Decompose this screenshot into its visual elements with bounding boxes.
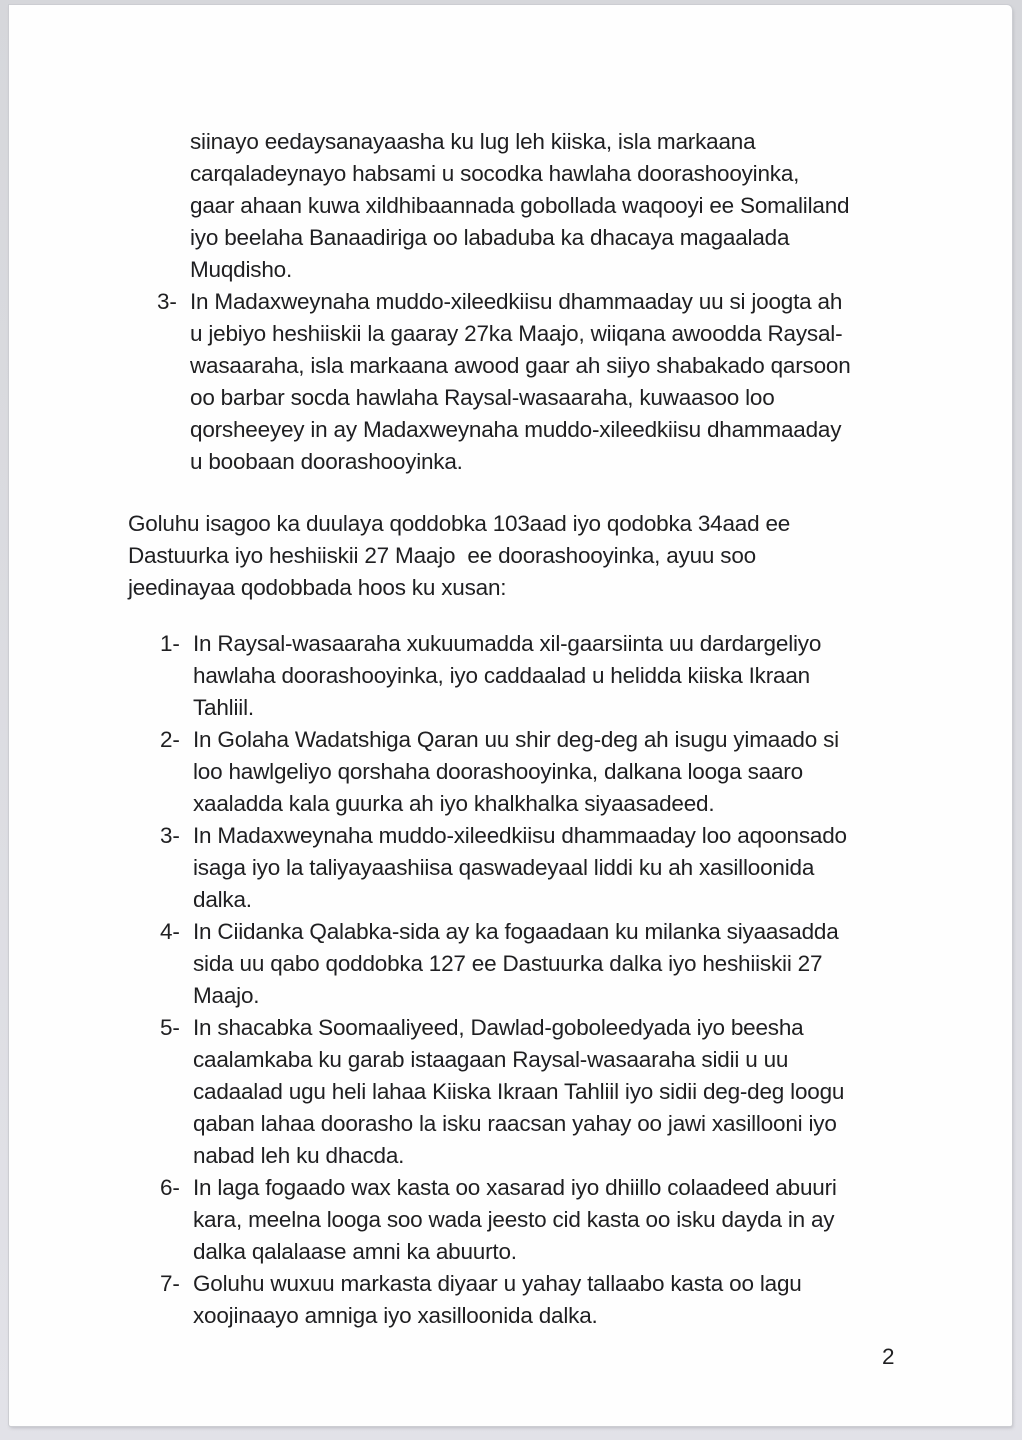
document-page xyxy=(9,5,1012,1426)
list-item xyxy=(160,1012,1012,1172)
list-item-text xyxy=(193,1012,844,1172)
list-item xyxy=(160,1172,1012,1268)
list-marker: 4- xyxy=(160,919,180,944)
text-line: jeedinayaa qodobbada hoos ku xusan: xyxy=(128,575,507,600)
text-line: In shacabka Soomaaliyeed, Dawlad-goboleedyada iyo beesha xyxy=(193,1015,804,1040)
list-item-text xyxy=(193,724,839,820)
list-marker: 3- xyxy=(157,289,177,314)
text-line: wasaaraha, isla markaana awood gaar ah siiyo shabakado qarsoon xyxy=(190,353,851,378)
text-line: Goluhu wuxuu markasta diyaar u yahay tallaabo kasta oo lagu xyxy=(193,1271,802,1296)
text-line: xaaladda kala guurka ah iyo khalkhalka siyaasadeed. xyxy=(193,791,715,816)
text-line: qorsheeyey in ay Madaxweynaha muddo-xileedkiisu dhammaaday xyxy=(190,417,842,442)
list-item xyxy=(160,628,1012,724)
text-line: In Raysal-wasaaraha xukuumadda xil-gaarsiinta uu dardargeliyo xyxy=(193,631,822,656)
text-line: sida uu qabo qoddobka 127 ee Dastuurka dalka iyo heshiiskii 27 xyxy=(193,951,823,976)
list-item xyxy=(160,820,1012,916)
list-marker: 6- xyxy=(160,1175,180,1200)
list-marker: 7- xyxy=(160,1271,180,1296)
text-line: hawlaha doorashooyinka, iyo caddaalad u helidda kiiska Ikraan xyxy=(193,663,810,688)
list-item-text xyxy=(190,286,851,478)
text-line: siinayo eedaysanayaasha ku lug leh kiiska, isla markaana xyxy=(190,129,756,154)
intro-paragraph xyxy=(128,508,1012,604)
text-line: gaar ahaan kuwa xildhibaannada gobollada waqooyi ee Somaliland xyxy=(190,193,850,218)
text-line: Tahliil. xyxy=(193,695,254,720)
text-line: nabad leh ku dhacda. xyxy=(193,1143,405,1168)
list-item-text xyxy=(193,1172,837,1268)
document-body xyxy=(9,5,1012,1426)
text-line: Goluhu isagoo ka duulaya qoddobka 103aad iyo qodobka 34aad ee xyxy=(128,511,791,536)
text-line: In Golaha Wadatshiga Qaran uu shir deg-deg ah isugu yimaado si xyxy=(193,727,839,752)
list-item-text xyxy=(193,1268,802,1332)
text-line: In laga fogaado wax kasta oo xasarad iyo dhiillo colaadeed abuuri xyxy=(193,1175,837,1200)
text-line: qaban lahaa doorasho la isku raacsan yahay oo jawi xasillooni iyo xyxy=(193,1111,837,1136)
text-line: u boobaan doorashooyinka. xyxy=(190,449,463,474)
text-line: Muqdisho. xyxy=(190,257,293,282)
list-marker: 1- xyxy=(160,631,180,656)
text-line: Dastuurka iyo heshiiskii 27 Maajo ee doorashooyinka, ayuu soo xyxy=(128,543,756,568)
text-line: carqaladeynayo habsami u socodka hawlaha doorashooyinka, xyxy=(190,161,800,186)
list-item xyxy=(160,916,1012,1012)
text-line: caalamkaba ku garab istaagaan Raysal-wasaaraha sidii u uu xyxy=(193,1047,789,1072)
list-item-text xyxy=(193,916,839,1012)
list-item xyxy=(160,1268,1012,1332)
text-line: kara, meelna looga soo wada jeesto cid kasta oo isku dayda in ay xyxy=(193,1207,835,1232)
continuation-paragraph xyxy=(190,126,1012,286)
text-line: iyo beelaha Banaadiriga oo labaduba ka dhacaya magaalada xyxy=(190,225,790,250)
text-line: In Ciidanka Qalabka-sida ay ka fogaadaan ku milanka siyaasadda xyxy=(193,919,839,944)
list-marker: 5- xyxy=(160,1015,180,1040)
text-line: isaga iyo la taliyayaashiisa qaswadeyaal liddi ku ah xasilloonida xyxy=(193,855,815,880)
list-marker: 2- xyxy=(160,727,180,752)
text-line: u jebiyo heshiiskii la gaaray 27ka Maajo, wiiqana awoodda Raysal- xyxy=(190,321,843,346)
text-line: cadaalad ugu heli lahaa Kiiska Ikraan Tahliil iyo sidii deg-deg loogu xyxy=(193,1079,845,1104)
text-line: xoojinaayo amniga iyo xasilloonida dalka. xyxy=(193,1303,598,1328)
list-marker: 3- xyxy=(160,823,180,848)
text-line: In Madaxweynaha muddo-xileedkiisu dhammaaday uu si joogta ah xyxy=(190,289,843,314)
text-line: loo hawlgeliyo qorshaha doorashooyinka, dalkana looga saaro xyxy=(193,759,803,784)
list-item-text xyxy=(193,628,821,724)
text-line: dalka. xyxy=(193,887,252,912)
resolutions-list xyxy=(9,628,1012,1332)
carryover-list-item xyxy=(157,286,1012,478)
list-item xyxy=(160,724,1012,820)
text-line: Maajo. xyxy=(193,983,260,1008)
text-line: In Madaxweynaha muddo-xileedkiisu dhammaaday loo aqoonsado xyxy=(193,823,847,848)
text-line: oo barbar socda hawlaha Raysal-wasaaraha, kuwaasoo loo xyxy=(190,385,775,410)
text-line: dalka qalalaase amni ka abuurto. xyxy=(193,1239,517,1264)
page-number: 2 xyxy=(882,1344,895,1369)
list-item-text xyxy=(193,820,847,916)
